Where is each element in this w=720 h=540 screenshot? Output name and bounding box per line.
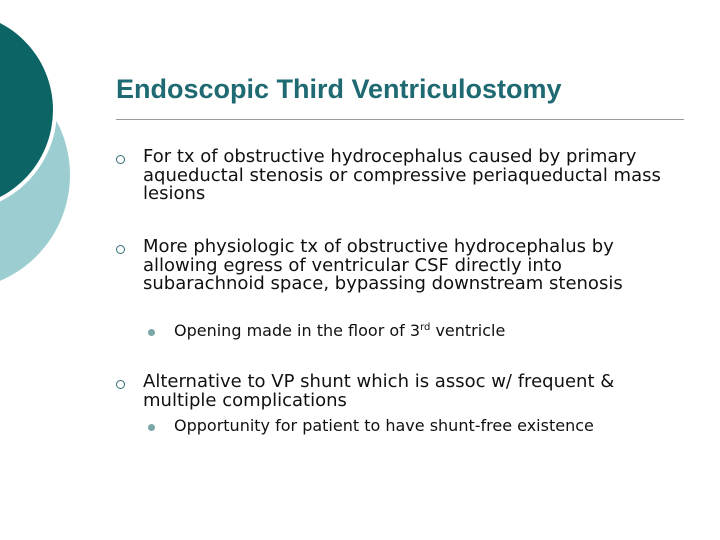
bullet-text: For tx of obstructive hydrocephalus caused by primary aqueductal stenosis or compressive periaqueductal mass lesions: [143, 146, 661, 205]
sub-bullet-item-1: [148, 322, 698, 340]
bullet-item-2: [116, 238, 686, 294]
slide-title: Endoscopic Third Ventriculostomy: [116, 74, 562, 104]
filled-dot-bullet-icon: [148, 424, 155, 431]
sub-bullet-text: Opening made in the floor of 3rd ventricle: [174, 321, 506, 340]
bullet-item-1: [116, 148, 686, 204]
hollow-circle-bullet-icon: [116, 245, 125, 254]
hollow-circle-bullet-icon: [116, 380, 125, 389]
filled-dot-bullet-icon: [148, 329, 155, 336]
hollow-circle-bullet-icon: [116, 155, 125, 164]
bullet-text: Alternative to VP shunt which is assoc w/ frequent & multiple complications: [143, 371, 615, 411]
ordinal-suffix: rd: [420, 322, 431, 333]
sub-bullet-item-2: [148, 417, 698, 435]
sub-bullet-text: Opportunity for patient to have shunt-free existence: [174, 416, 594, 435]
bullet-text: More physiologic tx of obstructive hydrocephalus by allowing egress of ventricular CSF directly into subarachnoid space, bypassing downstream stenosis: [143, 236, 623, 295]
bullet-item-3: [116, 373, 686, 410]
